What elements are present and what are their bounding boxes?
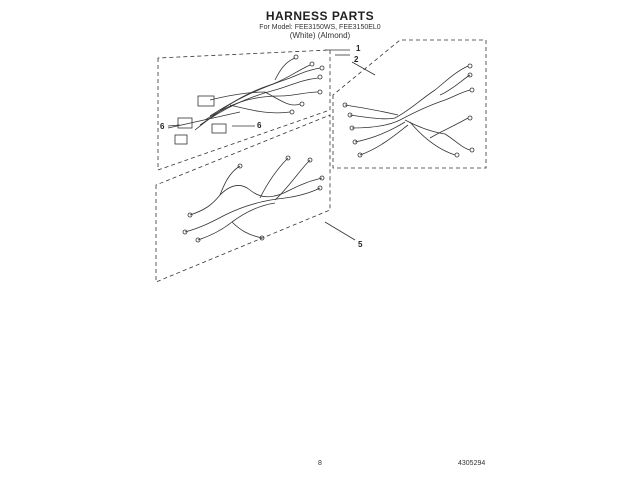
page-title: HARNESS PARTS — [265, 9, 375, 23]
callout-2: 2 — [354, 55, 359, 64]
wire-harness-5 — [183, 156, 324, 242]
callout-5: 5 — [358, 240, 363, 249]
callout-1: 1 — [356, 44, 361, 53]
wire-harness-2 — [343, 64, 474, 157]
model-line: For Model: FEE3150WS, FEE3150EL0 — [259, 24, 381, 31]
document-number: 4305294 — [458, 460, 486, 467]
callout-6-right: 6 — [257, 121, 262, 130]
color-line: (White) (Almond) — [289, 31, 351, 40]
page-number: 8 — [318, 460, 322, 467]
callout-6-left: 6 — [160, 122, 165, 131]
harness-box-5 — [156, 115, 330, 282]
wire-harness-1 — [175, 55, 324, 144]
